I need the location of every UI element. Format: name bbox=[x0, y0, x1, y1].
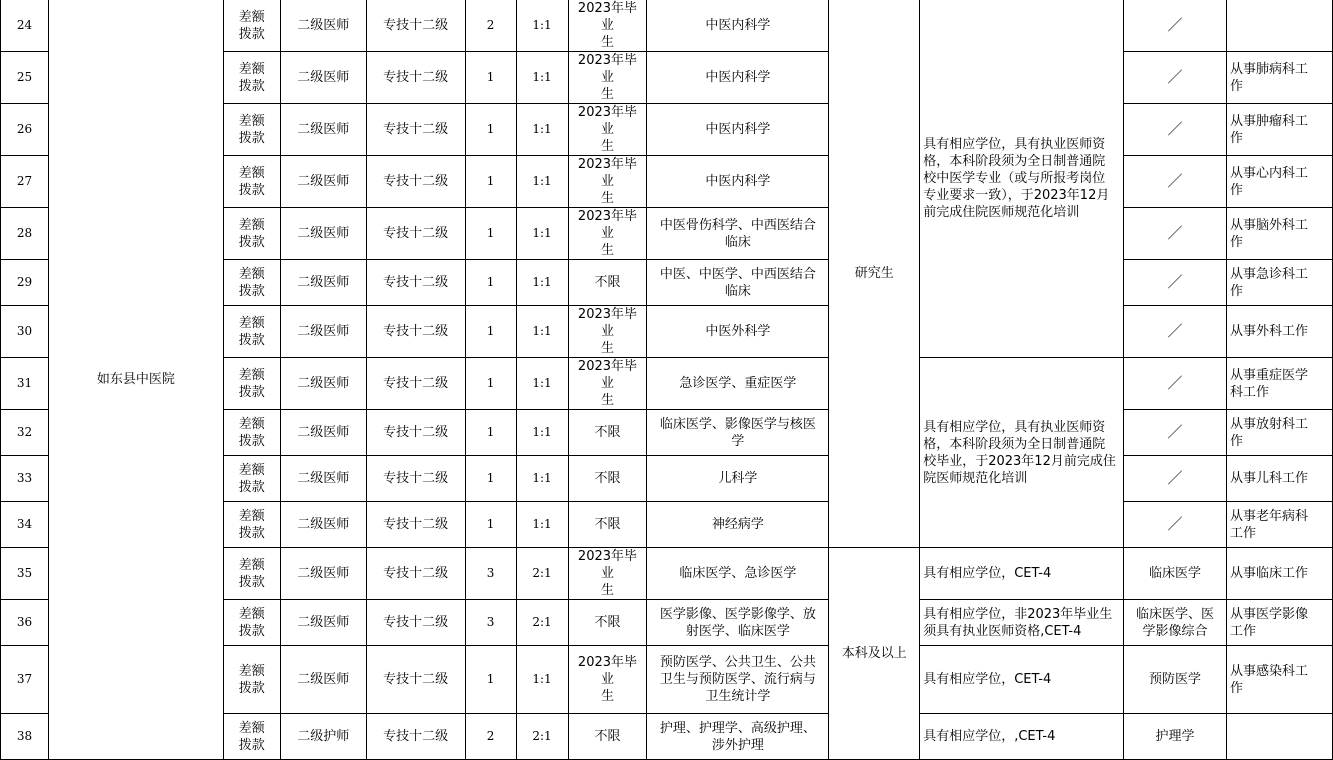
hire-count: 1 bbox=[465, 208, 516, 260]
exam-subject: 预防医学 bbox=[1124, 646, 1227, 714]
hire-count: 1 bbox=[465, 52, 516, 104]
target-applicants: 不限 bbox=[568, 456, 647, 502]
target-applicants: 2023年毕业 生 bbox=[568, 646, 647, 714]
major-requirement: 护理、护理学、高级护理、 涉外护理 bbox=[647, 714, 829, 760]
row-number: 35 bbox=[1, 548, 49, 600]
target-applicants: 不限 bbox=[568, 502, 647, 548]
major-requirement: 中医内科学 bbox=[647, 156, 829, 208]
funding-type: 差额 拨款 bbox=[223, 52, 280, 104]
row-number: 34 bbox=[1, 502, 49, 548]
position-level: 专技十二级 bbox=[366, 410, 465, 456]
hire-count: 3 bbox=[465, 600, 516, 646]
hire-count: 1 bbox=[465, 260, 516, 306]
major-requirement: 急诊医学、重症医学 bbox=[647, 358, 829, 410]
position-level: 专技十二级 bbox=[366, 600, 465, 646]
remark: 从事肺病科工 作 bbox=[1226, 52, 1332, 104]
target-applicants: 2023年毕业 生 bbox=[568, 52, 647, 104]
exam-ratio: 2:1 bbox=[516, 600, 568, 646]
major-requirement: 预防医学、公共卫生、公共 卫生与预防医学、流行病与 卫生统计学 bbox=[647, 646, 829, 714]
exam-ratio: 2:1 bbox=[516, 714, 568, 760]
remark: 从事医学影像 工作 bbox=[1226, 600, 1332, 646]
exam-ratio: 1:1 bbox=[516, 52, 568, 104]
remark: 从事临床工作 bbox=[1226, 548, 1332, 600]
education-requirement: 研究生 bbox=[829, 0, 920, 548]
target-applicants: 2023年毕业 生 bbox=[568, 104, 647, 156]
hire-count: 3 bbox=[465, 548, 516, 600]
exam-ratio: 2:1 bbox=[516, 548, 568, 600]
row-number: 32 bbox=[1, 410, 49, 456]
hire-count: 1 bbox=[465, 410, 516, 456]
exam-subject: 护理学 bbox=[1124, 714, 1227, 760]
hire-count: 2 bbox=[465, 714, 516, 760]
position-level: 专技十二级 bbox=[366, 502, 465, 548]
target-applicants: 2023年毕业 生 bbox=[568, 208, 647, 260]
target-applicants: 2023年毕业 生 bbox=[568, 306, 647, 358]
major-requirement: 中医内科学 bbox=[647, 104, 829, 156]
target-applicants: 2023年毕业 生 bbox=[568, 358, 647, 410]
position-grade: 二级医师 bbox=[280, 52, 366, 104]
position-level: 专技十二级 bbox=[366, 548, 465, 600]
remark: 从事脑外科工 作 bbox=[1226, 208, 1332, 260]
position-level: 专技十二级 bbox=[366, 646, 465, 714]
exam-subject: ／ bbox=[1124, 260, 1227, 306]
other-requirement: 具有相应学位，CET-4 bbox=[920, 548, 1124, 600]
row-number: 33 bbox=[1, 456, 49, 502]
row-number: 24 bbox=[1, 0, 49, 52]
remark: 从事急诊科工 作 bbox=[1226, 260, 1332, 306]
funding-type: 差额 拨款 bbox=[223, 208, 280, 260]
position-grade: 二级医师 bbox=[280, 0, 366, 52]
major-requirement: 中医内科学 bbox=[647, 0, 829, 52]
position-level: 专技十二级 bbox=[366, 260, 465, 306]
major-requirement: 中医外科学 bbox=[647, 306, 829, 358]
hire-count: 1 bbox=[465, 306, 516, 358]
remark bbox=[1226, 0, 1332, 52]
position-level: 专技十二级 bbox=[366, 104, 465, 156]
exam-ratio: 1:1 bbox=[516, 0, 568, 52]
funding-type: 差额 拨款 bbox=[223, 260, 280, 306]
major-requirement: 中医内科学 bbox=[647, 52, 829, 104]
row-number: 27 bbox=[1, 156, 49, 208]
position-level: 专技十二级 bbox=[366, 52, 465, 104]
table-row bbox=[1, 0, 1333, 52]
funding-type: 差额 拨款 bbox=[223, 0, 280, 52]
major-requirement: 儿科学 bbox=[647, 456, 829, 502]
target-applicants: 不限 bbox=[568, 260, 647, 306]
major-requirement: 临床医学、影像医学与核医 学 bbox=[647, 410, 829, 456]
exam-ratio: 1:1 bbox=[516, 156, 568, 208]
exam-subject: 临床医学、医 学影像综合 bbox=[1124, 600, 1227, 646]
funding-type: 差额 拨款 bbox=[223, 714, 280, 760]
position-grade: 二级医师 bbox=[280, 306, 366, 358]
exam-ratio: 1:1 bbox=[516, 646, 568, 714]
other-requirement: 具有相应学位，非2023年毕业生 须具有执业医师资格,CET-4 bbox=[920, 600, 1124, 646]
position-grade: 二级医师 bbox=[280, 600, 366, 646]
other-requirement: 具有相应学位，CET-4 bbox=[920, 646, 1124, 714]
position-grade: 二级医师 bbox=[280, 104, 366, 156]
remark: 从事心内科工 作 bbox=[1226, 156, 1332, 208]
remark: 从事肿瘤科工 作 bbox=[1226, 104, 1332, 156]
other-requirement: 具有相应学位，,CET-4 bbox=[920, 714, 1124, 760]
funding-type: 差额 拨款 bbox=[223, 306, 280, 358]
position-level: 专技十二级 bbox=[366, 456, 465, 502]
remark: 从事老年病科 工作 bbox=[1226, 502, 1332, 548]
exam-subject: ／ bbox=[1124, 0, 1227, 52]
exam-subject: ／ bbox=[1124, 104, 1227, 156]
funding-type: 差额 拨款 bbox=[223, 502, 280, 548]
exam-subject: ／ bbox=[1124, 456, 1227, 502]
funding-type: 差额 拨款 bbox=[223, 104, 280, 156]
funding-type: 差额 拨款 bbox=[223, 600, 280, 646]
target-applicants: 2023年毕业 生 bbox=[568, 0, 647, 52]
hospital-name: 如东县中医院 bbox=[48, 0, 223, 760]
exam-subject: ／ bbox=[1124, 358, 1227, 410]
exam-ratio: 1:1 bbox=[516, 358, 568, 410]
hire-count: 1 bbox=[465, 358, 516, 410]
row-number: 37 bbox=[1, 646, 49, 714]
exam-ratio: 1:1 bbox=[516, 456, 568, 502]
funding-type: 差额 拨款 bbox=[223, 456, 280, 502]
exam-ratio: 1:1 bbox=[516, 502, 568, 548]
exam-subject: ／ bbox=[1124, 52, 1227, 104]
exam-subject: ／ bbox=[1124, 306, 1227, 358]
major-requirement: 临床医学、急诊医学 bbox=[647, 548, 829, 600]
hire-count: 1 bbox=[465, 502, 516, 548]
major-requirement: 神经病学 bbox=[647, 502, 829, 548]
target-applicants: 2023年毕业 生 bbox=[568, 548, 647, 600]
row-number: 36 bbox=[1, 600, 49, 646]
remark: 从事放射科工 作 bbox=[1226, 410, 1332, 456]
major-requirement: 中医骨伤科学、中西医结合 临床 bbox=[647, 208, 829, 260]
target-applicants: 不限 bbox=[568, 410, 647, 456]
other-requirement: 具有相应学位，具有执业医师资 格，本科阶段须为全日制普通院 校毕业，于2023年12月前完成住 院医师规范化培训 bbox=[920, 358, 1124, 548]
position-grade: 二级护师 bbox=[280, 714, 366, 760]
exam-subject: ／ bbox=[1124, 502, 1227, 548]
hire-count: 1 bbox=[465, 456, 516, 502]
position-grade: 二级医师 bbox=[280, 260, 366, 306]
funding-type: 差额 拨款 bbox=[223, 156, 280, 208]
position-grade: 二级医师 bbox=[280, 456, 366, 502]
row-number: 38 bbox=[1, 714, 49, 760]
exam-ratio: 1:1 bbox=[516, 306, 568, 358]
exam-ratio: 1:1 bbox=[516, 104, 568, 156]
remark: 从事儿科工作 bbox=[1226, 456, 1332, 502]
row-number: 29 bbox=[1, 260, 49, 306]
hire-count: 1 bbox=[465, 104, 516, 156]
remark: 从事重症医学 科工作 bbox=[1226, 358, 1332, 410]
exam-ratio: 1:1 bbox=[516, 260, 568, 306]
position-level: 专技十二级 bbox=[366, 208, 465, 260]
target-applicants: 不限 bbox=[568, 600, 647, 646]
row-number: 25 bbox=[1, 52, 49, 104]
position-grade: 二级医师 bbox=[280, 410, 366, 456]
other-requirement: 具有相应学位，具有执业医师资 格，本科阶段须为全日制普通院 校中医学专业（或与所报考岗位 专业要求一致），于2023年12月 前完成住院医师规范化培训 bbox=[920, 0, 1124, 358]
hire-count: 1 bbox=[465, 646, 516, 714]
remark: 从事感染科工 作 bbox=[1226, 646, 1332, 714]
position-grade: 二级医师 bbox=[280, 208, 366, 260]
remark bbox=[1226, 714, 1332, 760]
funding-type: 差额 拨款 bbox=[223, 548, 280, 600]
exam-subject: ／ bbox=[1124, 410, 1227, 456]
hire-count: 1 bbox=[465, 156, 516, 208]
position-level: 专技十二级 bbox=[366, 358, 465, 410]
exam-ratio: 1:1 bbox=[516, 208, 568, 260]
remark: 从事外科工作 bbox=[1226, 306, 1332, 358]
exam-ratio: 1:1 bbox=[516, 410, 568, 456]
education-requirement: 本科及以上 bbox=[829, 548, 920, 760]
hire-count: 2 bbox=[465, 0, 516, 52]
position-grade: 二级医师 bbox=[280, 548, 366, 600]
row-number: 30 bbox=[1, 306, 49, 358]
row-number: 31 bbox=[1, 358, 49, 410]
funding-type: 差额 拨款 bbox=[223, 358, 280, 410]
target-applicants: 2023年毕业 生 bbox=[568, 156, 647, 208]
row-number: 28 bbox=[1, 208, 49, 260]
position-grade: 二级医师 bbox=[280, 646, 366, 714]
funding-type: 差额 拨款 bbox=[223, 646, 280, 714]
position-grade: 二级医师 bbox=[280, 156, 366, 208]
exam-subject: 临床医学 bbox=[1124, 548, 1227, 600]
target-applicants: 不限 bbox=[568, 714, 647, 760]
position-level: 专技十二级 bbox=[366, 156, 465, 208]
position-level: 专技十二级 bbox=[366, 714, 465, 760]
position-grade: 二级医师 bbox=[280, 358, 366, 410]
row-number: 26 bbox=[1, 104, 49, 156]
major-requirement: 医学影像、医学影像学、放 射医学、临床医学 bbox=[647, 600, 829, 646]
exam-subject: ／ bbox=[1124, 156, 1227, 208]
position-level: 专技十二级 bbox=[366, 306, 465, 358]
major-requirement: 中医、中医学、中西医结合 临床 bbox=[647, 260, 829, 306]
position-grade: 二级医师 bbox=[280, 502, 366, 548]
exam-subject: ／ bbox=[1124, 208, 1227, 260]
position-level: 专技十二级 bbox=[366, 0, 465, 52]
funding-type: 差额 拨款 bbox=[223, 410, 280, 456]
